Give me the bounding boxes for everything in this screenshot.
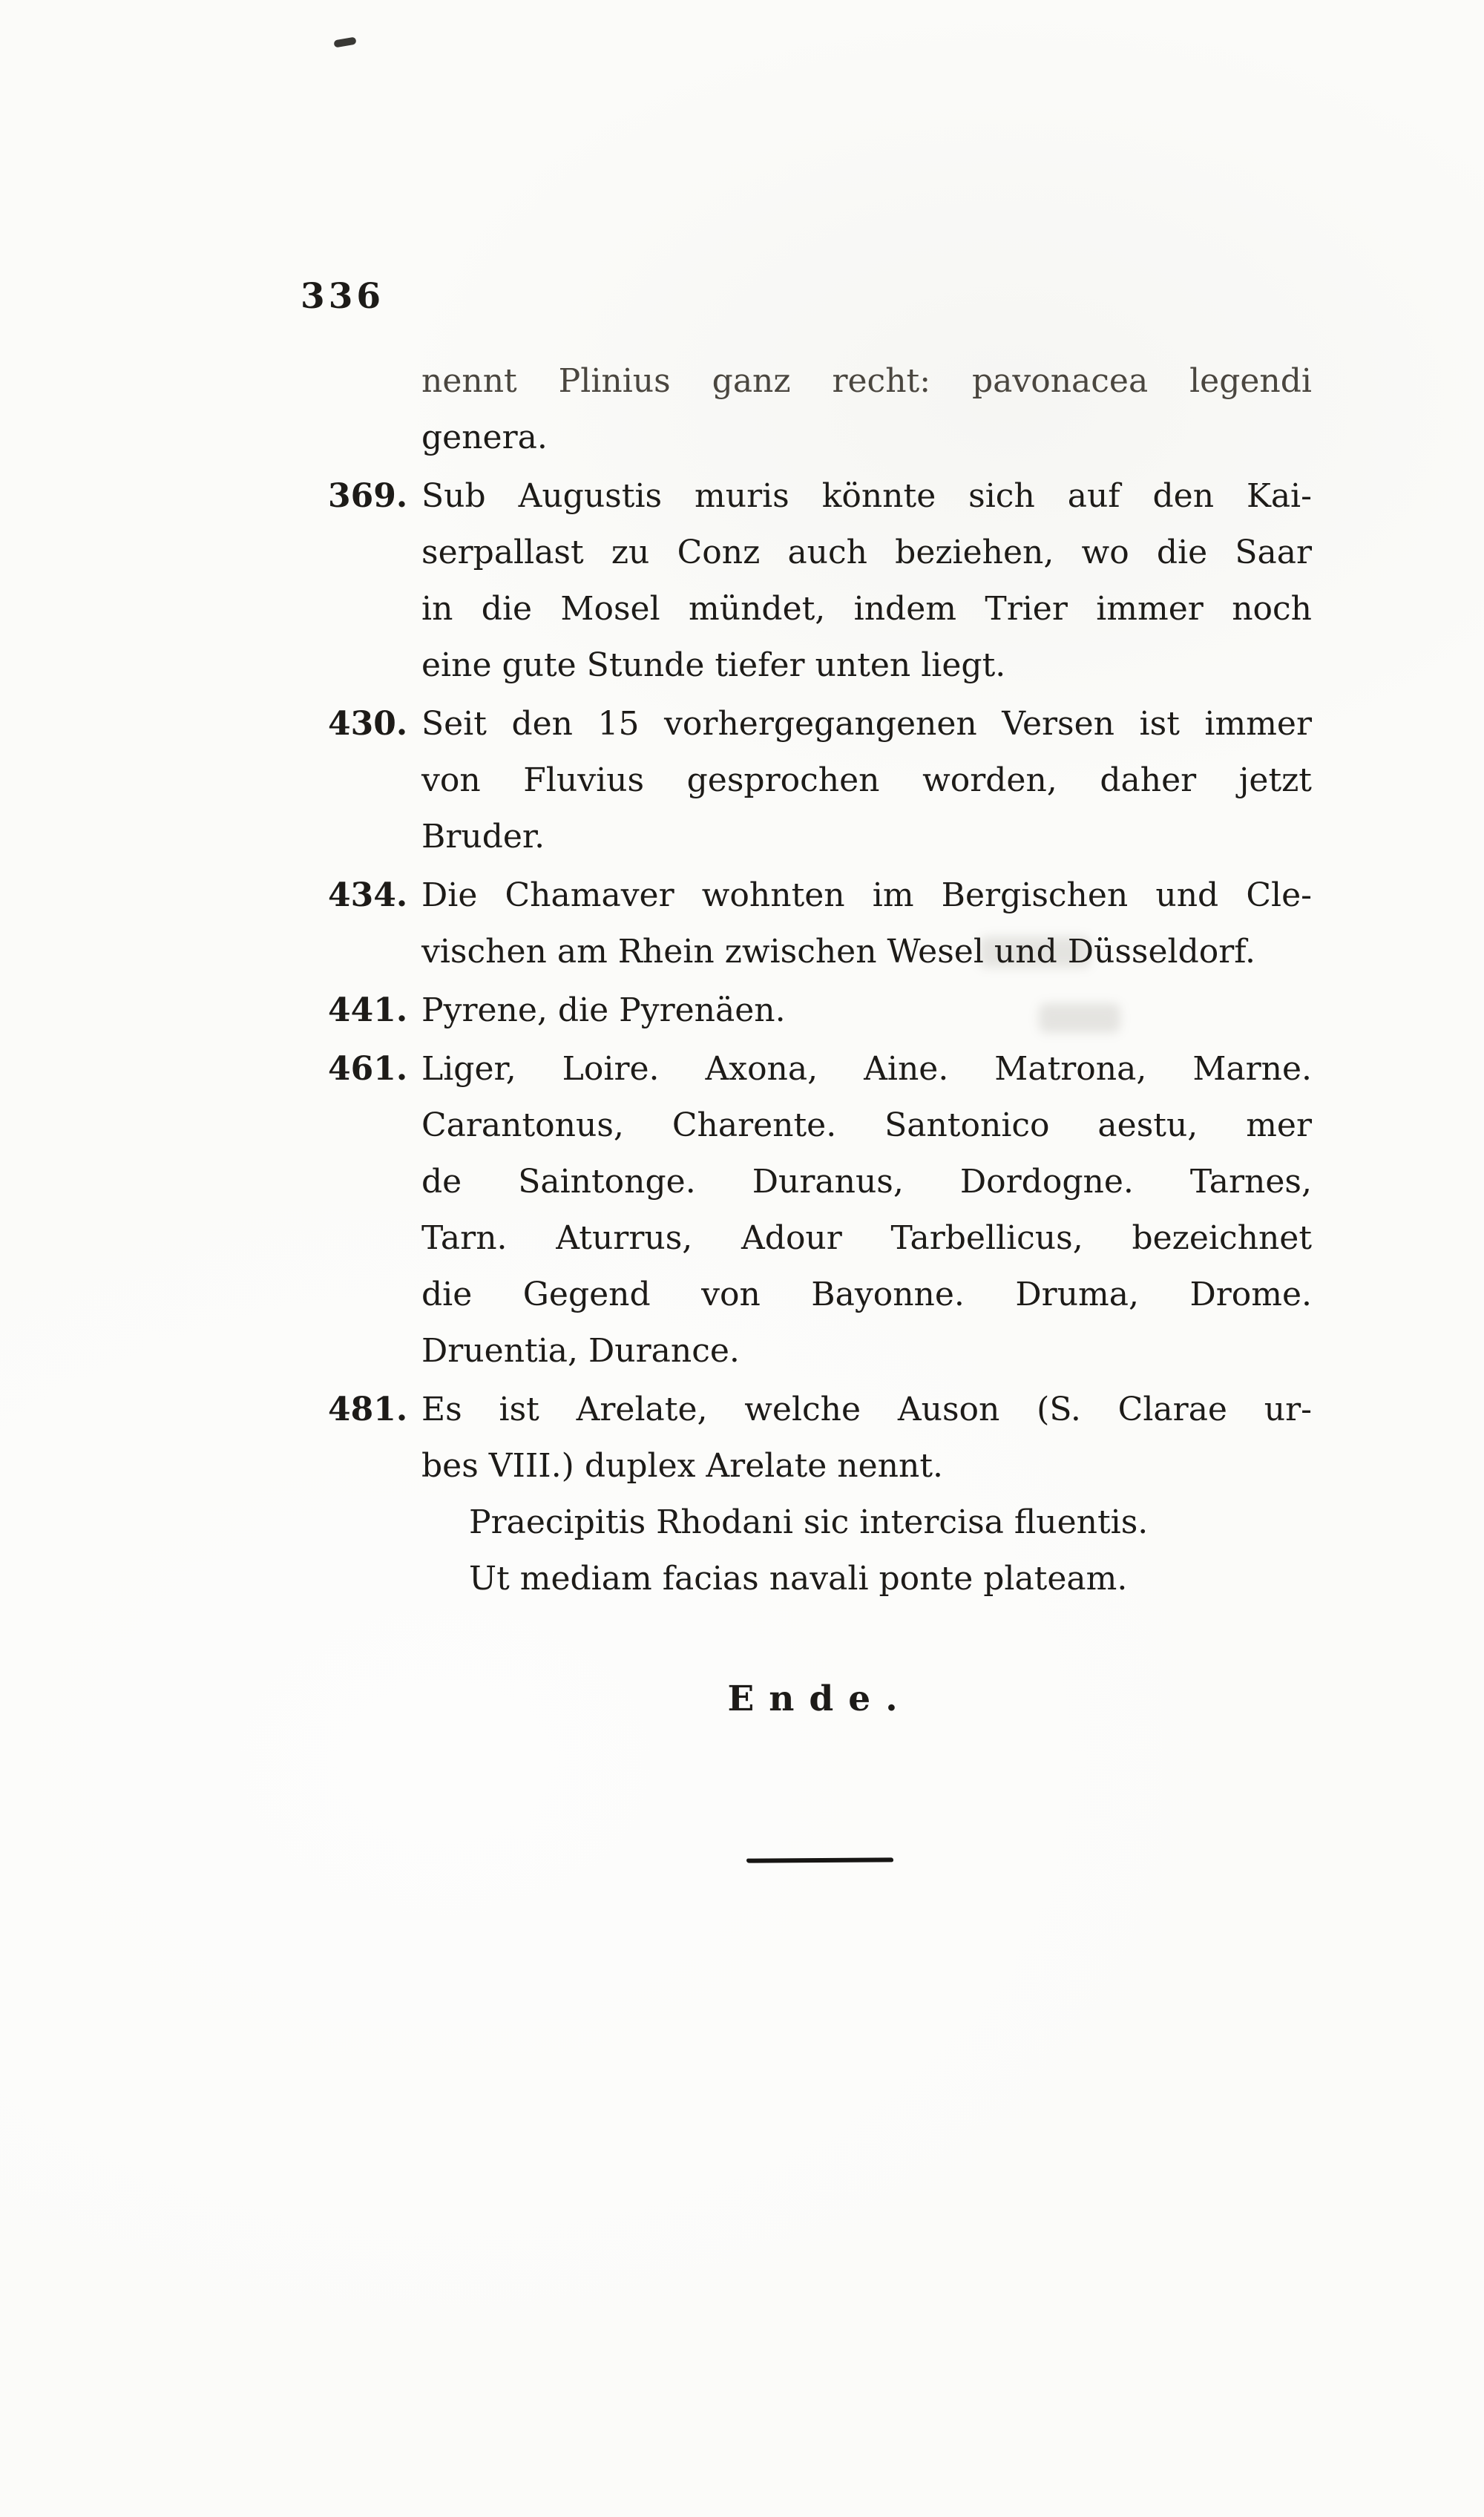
text-line: Die Chamaver wohnten im Bergischen und Cle- (421, 876, 1312, 914)
text-line: Pyrene, die Pyrenäen. (421, 991, 786, 1029)
text-line: Seit den 15 vorhergegangenen Versen ist immer (421, 705, 1312, 743)
text-line: Carantonus, Charente. Santonico aestu, mer (421, 1106, 1312, 1144)
notes-list (328, 468, 1312, 1607)
note-text (421, 867, 1312, 980)
continuation-paragraph (421, 353, 1312, 466)
note-text (421, 982, 1312, 1039)
note-text (421, 1041, 1312, 1379)
text-line: nennt Plinius ganz recht: pavonacea legendi (421, 362, 1312, 400)
text-line: serpallast zu Conz auch beziehen, wo die Saar (421, 534, 1312, 571)
text-line: Bruder. (421, 818, 545, 856)
note-item (328, 867, 1312, 980)
text-line: von Fluvius gesprochen worden, daher jetzt (421, 761, 1312, 799)
text-line: Sub Augustis muris könnte sich auf den Kai- (421, 477, 1312, 515)
note-text (421, 468, 1312, 694)
note-number: 441. (328, 991, 408, 1029)
ink-speck (333, 36, 356, 47)
text-line: vischen am Rhein zwischen Wesel und Düsseldorf. (421, 933, 1255, 971)
note-item (328, 696, 1312, 865)
note-item (328, 468, 1312, 694)
note-number: 430. (328, 705, 408, 743)
note-text (421, 1382, 1312, 1607)
note-text (421, 696, 1312, 865)
text-line: de Saintonge. Duranus, Dordogne. Tarnes, (421, 1163, 1312, 1201)
text-line: bes VIII.) duplex Arelate nennt. (421, 1447, 943, 1485)
text-line: Praecipitis Rhodani sic intercisa fluentis. (469, 1503, 1149, 1541)
note-item (328, 982, 1312, 1039)
text-line: die Gegend von Bayonne. Druma, Drome. (421, 1276, 1312, 1313)
note-number: 369. (328, 477, 408, 515)
text-line: in die Mosel mündet, indem Trier immer noch (421, 590, 1312, 628)
note-number: 481. (328, 1391, 408, 1428)
text-line: Ut mediam facias navali ponte plateam. (469, 1560, 1128, 1598)
ende-label: Ende. (727, 1678, 913, 1719)
text-line: Es ist Arelate, welche Auson (S. Clarae ur- (421, 1391, 1312, 1428)
text-line: genera. (421, 419, 548, 456)
text-line: Tarn. Aturrus, Adour Tarbellicus, bezeichnet (421, 1219, 1312, 1257)
page-content (328, 353, 1312, 1863)
note-number: 461. (328, 1050, 408, 1088)
text-line: eine gute Stunde tiefer unten liegt. (421, 646, 1006, 684)
page-number: 336 (301, 276, 385, 317)
end-divider (746, 1857, 893, 1863)
note-number: 434. (328, 876, 408, 914)
note-item (328, 1041, 1312, 1379)
note-item (328, 1382, 1312, 1607)
text-line: Liger, Loire. Axona, Aine. Matrona, Marne. (421, 1050, 1312, 1088)
text-line: Druentia, Durance. (421, 1332, 740, 1370)
